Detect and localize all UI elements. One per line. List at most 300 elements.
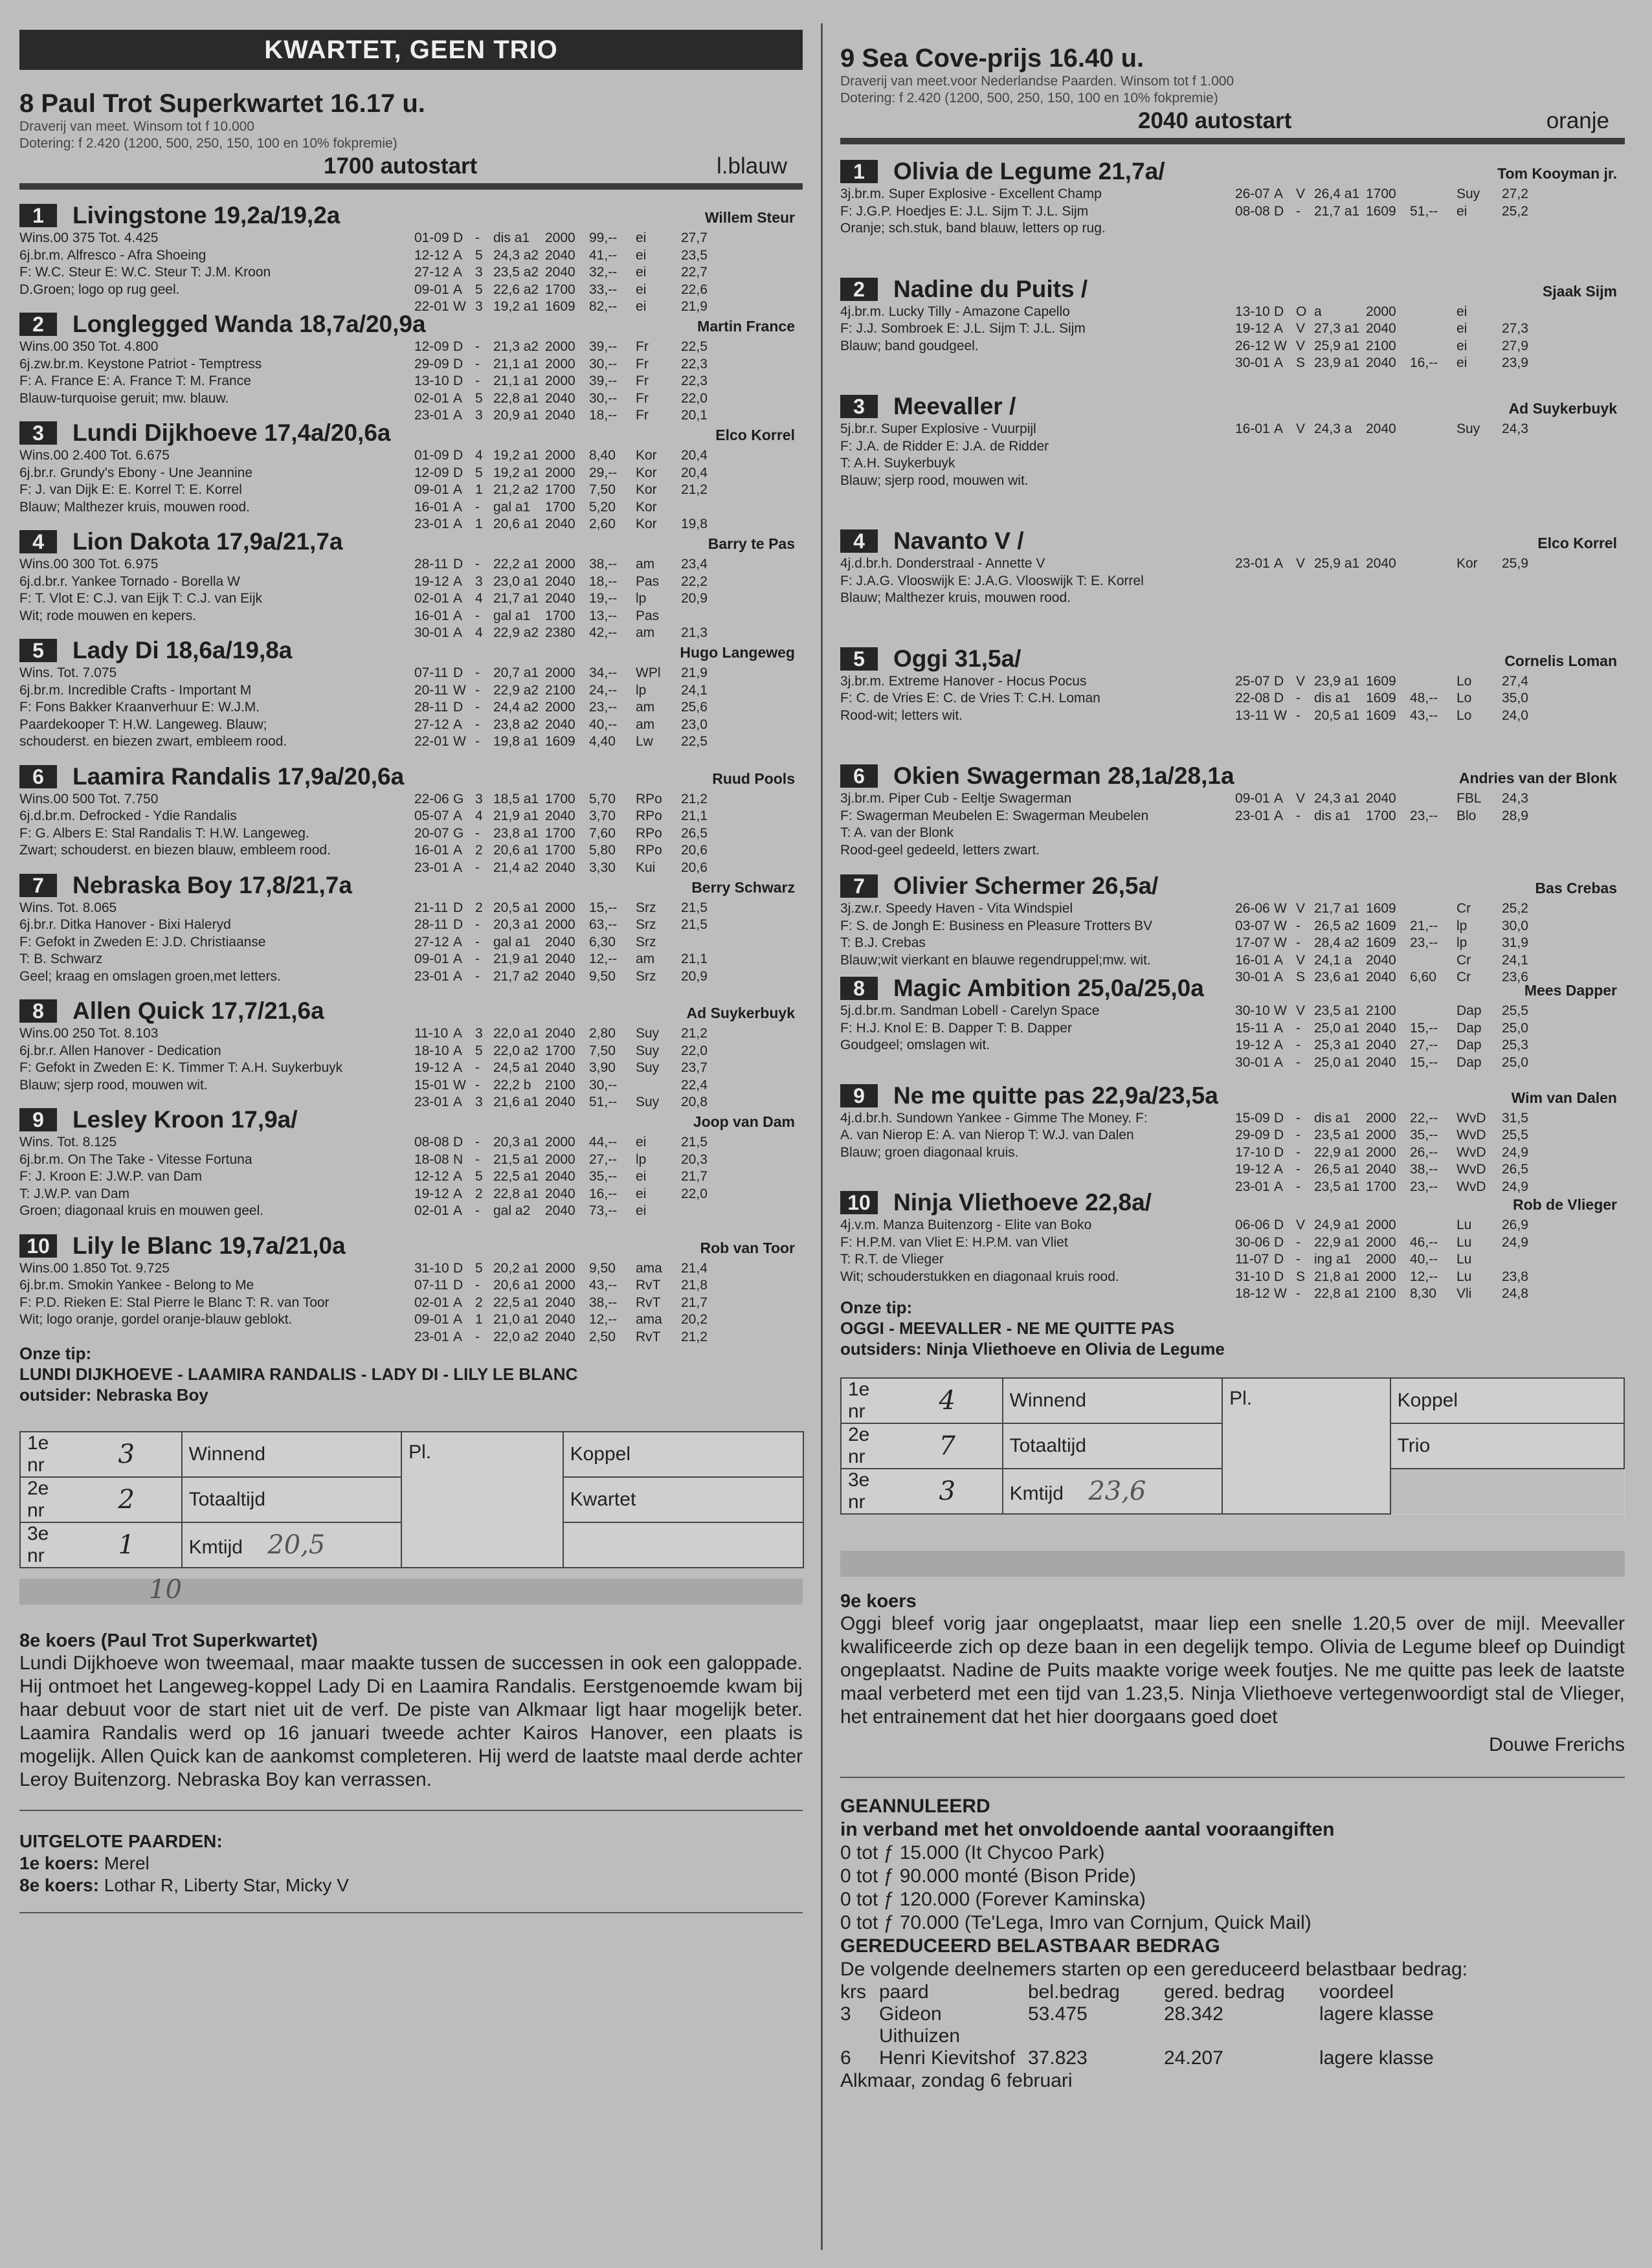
horse-number: 3 [19,421,57,445]
performance-cell: 1609 [1366,918,1396,933]
performance-cell: 20,6 [681,843,708,858]
horse-details [840,790,1625,859]
performance-cell [1502,304,1541,321]
winnend-label: Winnend [182,1432,401,1477]
performance-cell: 27,3 [1502,321,1528,336]
info-line: 6j.zw.br.m. Keystone Patriot - Temptress [19,356,262,372]
horse-number: 8 [19,999,57,1023]
performance-cell: 28,9 [1502,808,1528,823]
horse-number: 6 [19,765,57,788]
koppel-label: Koppel [563,1432,803,1477]
performance-cell: 22,8 a1 [493,390,539,406]
totaaltijd-label: Totaaltijd [182,1477,401,1522]
performance-cell: A [1274,1179,1284,1194]
horse-number: 5 [840,647,878,671]
results-table [19,1431,804,1568]
performance-cell: 26,5 a1 [1314,1162,1360,1177]
performance-cell: W [1274,918,1287,933]
performance-cell: A [1274,952,1284,968]
performance-cell: A [453,625,463,640]
performance-cell: 25,9 [1502,556,1528,571]
performance-cell: - [1296,1234,1300,1250]
performance-cell: 22,7 [681,265,708,280]
performance-cell: 27-12 [414,265,449,280]
performance-cell: A [453,390,463,406]
performance-cell: 15-09 [1235,1110,1270,1126]
performance-cell: 2040 [1366,1038,1396,1052]
performance-cell: - [475,1151,480,1167]
performance-row [414,390,720,408]
horse-header [19,1106,803,1134]
performance-cell: 30,0 [1502,918,1528,933]
performance-cell: 31-10 [414,1260,449,1276]
performance-cell: 31,9 [1502,935,1528,950]
info-line: Blauw; band goudgeel. [840,338,979,353]
performance-cell: 29-09 [414,356,449,372]
performance-cell: Suy [636,1060,660,1075]
tip-label: Onze tip: [840,1298,913,1317]
horse-list [19,201,803,1344]
performance-cell: 2000 [1366,1217,1396,1232]
performance-cell: A [453,1295,463,1310]
horse-info [840,421,1222,489]
handwritten-note: 10 [149,1574,182,1605]
info-line: Wit; rode mouwen en kepers. [19,608,197,623]
performance-cell: 24,1 [681,682,708,698]
performance-cell: 24,1 a [1314,952,1352,968]
performance-row [414,282,720,299]
info-line: 3j.br.m. Piper Cub - Eeltje Swagerman [840,791,1072,806]
performance-cell: 23,9 a1 [1314,673,1360,689]
empty-cell [1390,1469,1624,1514]
horse-entry [19,310,803,423]
performance-cell: 27,7 [681,230,708,245]
performance-cell: 22,5 [681,339,708,354]
horse-info [840,1110,1222,1162]
performance-cell: 19-12 [414,1060,449,1075]
table-cell: 24.207 [1164,2047,1223,2069]
left-column [19,30,803,1933]
performance-cell: 27-12 [414,717,449,732]
performance-row [1235,1217,1541,1234]
performance-cell: 2040 [545,717,575,732]
performance-row [414,1329,720,1346]
performance-cell: 20,6 [681,860,708,875]
performance-cell: 12-09 [414,339,449,354]
location-date: Alkmaar, zondag 6 februari [840,2070,1073,2091]
horse-name: Livingstone 19,2a/19,2a [73,202,340,228]
preview-title: 8e koers (Paul Trot Superkwartet) [19,1630,318,1651]
performance-cell: 03-07 [1235,918,1270,933]
horse-header [19,871,803,900]
performance-cell: 20,1 [681,408,708,423]
info-line: 4j.d.br.h. Sundown Yankee - Gimme The Money. F: [840,1110,1148,1126]
performance-cell: 2000 [545,356,575,372]
horse-entry [19,636,803,751]
performance-list [414,339,720,425]
horse-details [840,1003,1625,1070]
performance-cell: 1700 [545,791,575,806]
performance-cell: 41,-- [589,247,618,263]
performance-cell: 2040 [1366,970,1396,984]
performance-cell: Srz [636,934,656,950]
performance-cell: 30-01 [1235,970,1270,984]
performance-row [414,951,720,968]
performance-cell: 2000 [545,700,575,715]
performance-cell: 2040 [545,951,575,966]
driver-name: Ruud Pools [712,770,795,787]
performance-cell: 21,0 a1 [493,1312,539,1327]
performance-cell: A [453,1169,463,1184]
performance-cell: 26-12 [1235,338,1270,353]
info-line: 6j.br.r. Allen Hanover - Dedication [19,1043,221,1058]
performance-cell: D [453,448,463,463]
info-line: 6j.d.br.m. Defrocked - Ydie Randalis [19,808,237,823]
performance-cell: 16-01 [414,499,449,515]
performance-cell: 21,7 [681,1295,708,1310]
performance-cell: 1 [475,1312,483,1327]
driver-name: Martin France [697,318,795,335]
performance-cell: 5 [475,1260,483,1276]
performance-row [414,1168,720,1186]
performance-cell: 18,-- [589,408,618,423]
performance-cell: 20,3 a1 [493,1135,539,1150]
performance-cell: 15,-- [1410,1054,1438,1070]
performance-cell: 01-09 [414,230,449,245]
performance-cell: 21,3 [681,625,708,640]
performance-cell: 3,90 [589,1060,616,1075]
performance-cell: 25,5 [1502,1128,1528,1142]
horse-entry [19,201,803,314]
preview-text: Oggi bleef vorig jaar ongeplaatst, maar liep een snelle 1.20,5 over de mijl. Meevaller kwalificeerde zich op deze baan in een degelijk tempo. Olivia de Legume bleef op Duindigt ongeplaatst. Nadine de Puits maakte vorige week foutjes. Ne me quitte pas leek de laatste maal verbeterd met een tijd van 1.23,5. Ninja Vliethoeve vertegenwoordigt stal de Vlieger, het entrainement dat het hier doorgaans goed doet [840,1613,1625,1728]
performance-cell: 2000 [1366,1234,1396,1250]
performance-cell: 25,0 [1502,1054,1528,1070]
performance-cell: 21,7 a1 [493,591,539,606]
tip-picks: LUNDI DIJKHOEVE - LAAMIRA RANDALIS - LADY DI - LILY LE BLANC [19,1364,578,1384]
performance-cell: V [1296,321,1306,336]
performance-cell: 26,5 [1502,1162,1528,1177]
performance-cell: RPo [636,843,662,858]
performance-cell: 26,4 a1 [1314,186,1360,201]
performance-cell: - [475,499,480,515]
driver-name: Rob de Vlieger [1512,1196,1617,1213]
performance-cell: 23,5 a1 [1314,1003,1360,1018]
performance-cell: Dap [1457,1038,1482,1052]
table-cell: 3 [840,2003,851,2025]
performance-cell: A [453,951,463,966]
performance-cell: 27,-- [589,1151,618,1167]
performance-cell [1410,1003,1457,1020]
driver-name: Ad Suykerbuyk [1508,400,1617,417]
performance-row [1235,555,1541,573]
performance-cell: 23,6 [1502,970,1528,984]
performance-cell: 2040 [545,808,575,823]
performance-cell: 1700 [1366,808,1396,823]
performance-cell: D [1274,1269,1284,1284]
performance-cell: 2040 [545,934,575,950]
performance-cell: 2040 [1366,421,1396,436]
performance-cell: W [1274,707,1287,723]
performance-cell: Suy [636,1026,660,1041]
performance-row [414,373,720,390]
cancelled-line: 0 tot ƒ 70.000 (Te'Lega, Imro van Cornjum, Quick Mail) [840,1912,1312,1933]
performance-cell: 3 [475,1095,483,1109]
reduced-table [840,1981,1625,2069]
info-line: Wins. Tot. 8.125 [19,1135,117,1150]
performance-cell: 2040 [545,517,575,531]
performance-cell: - [475,356,480,372]
horse-info [19,665,401,751]
performance-cell: 24,9 [1502,1179,1528,1194]
horse-entry [840,1082,1625,1194]
performance-cell: 2000 [545,465,575,480]
performance-cell: 2040 [545,390,575,406]
performance-cell: 24,-- [589,682,618,698]
performance-cell: 2040 [545,1186,575,1201]
performance-row [414,339,720,356]
performance-cell: 2000 [545,230,575,245]
performance-cell: 99,-- [589,230,618,245]
horse-details [19,1260,803,1344]
horse-name: Lesley Kroon 17,9a/ [73,1106,298,1133]
driver-name: Elco Korrel [715,427,795,443]
info-line: 6j.br.m. On The Take - Vitesse Fortuna [19,1151,252,1167]
performance-cell [681,608,720,625]
performance-row [414,608,720,625]
performance-cell: WvD [1457,1110,1486,1126]
horse-info [19,1025,401,1094]
horse-header [840,974,1625,1003]
performance-cell: W [1274,1286,1287,1301]
table-cell: 28.342 [1164,2003,1223,2025]
performance-cell: 11-10 [414,1026,449,1041]
performance-cell: S [1296,355,1306,370]
table-cell: lagere klasse [1319,2003,1434,2025]
performance-cell: 42,-- [589,625,618,640]
preview-title: 9e koers [840,1591,917,1612]
performance-cell: - [475,1135,480,1150]
horse-details [19,556,803,640]
race-title: 9 Sea Cove-prijs 16.40 u. [840,44,1144,72]
horse-info [19,556,401,625]
tip-outsider: Nebraska Boy [96,1384,208,1405]
performance-cell: ama [636,1260,662,1276]
performance-cell: Kor [1457,556,1478,571]
performance-cell: Lu [1457,1252,1472,1267]
info-line: Rood-geel gedeeld, letters zwart. [840,842,1040,858]
performance-cell: - [475,1077,480,1093]
performance-cell: - [1296,918,1300,933]
performance-row [1235,1054,1541,1072]
performance-cell: Fr [636,339,649,354]
performance-cell: 20,9 [681,591,708,606]
performance-cell: Fr [636,408,649,423]
performance-cell: 4 [475,808,483,823]
info-line: Wit; schouderstukken en diagonaal kruis rood. [840,1269,1119,1284]
performance-row [414,1043,720,1060]
performance-cell: A [453,1095,463,1109]
performance-cell: lp [636,591,647,606]
performance-cell: 5 [475,247,483,263]
performance-cell: 16,-- [589,1186,618,1201]
performance-row [414,264,720,282]
handwritten-1st: 3 [72,1432,182,1477]
horse-entry [840,974,1625,1070]
performance-cell: 23,7 [681,1060,708,1075]
horse-header [19,762,803,791]
horse-entry [840,392,1625,489]
performance-cell: D [453,230,463,245]
performance-cell: 2100 [545,682,575,698]
performance-cell: 23-01 [414,1329,449,1344]
performance-cell: D [453,339,463,354]
performance-cell: - [475,682,480,698]
performance-cell: 21,9 a1 [493,808,539,823]
performance-row [1235,304,1541,321]
performance-cell: 2000 [545,339,575,354]
performance-cell: 21,1 a1 [493,356,539,372]
col-header: krs [840,1981,866,2003]
performance-cell: 15-11 [1235,1020,1269,1036]
performance-cell: - [475,825,480,841]
horse-header [19,310,803,339]
performance-cell: 1609 [1366,203,1396,219]
horse-number: 5 [19,639,57,662]
performance-cell: A [453,860,463,875]
performance-cell: 51,-- [589,1095,618,1109]
performance-row [414,717,720,734]
horse-number: 9 [19,1108,57,1131]
performance-cell: 2040 [545,1169,575,1184]
performance-row [414,934,720,951]
performance-cell: 24,9 a1 [1314,1217,1360,1232]
info-line: F: C. de Vries E: C. de Vries T: C.H. Loman [840,691,1100,706]
performance-cell: 20,9 a1 [493,408,539,423]
performance-cell: W [1274,1003,1287,1018]
performance-cell: 2040 [545,1026,575,1041]
performance-cell: 23,8 a1 [493,825,539,841]
horse-entry [840,275,1625,370]
performance-cell: 26,5 a2 [1314,918,1360,933]
performance-cell: ei [1457,203,1468,219]
performance-cell: D [453,1135,463,1150]
performance-cell: 21,9 [681,665,708,680]
horse-name: Lundi Dijkhoeve 17,4a/20,6a [73,419,391,446]
horse-name: Okien Swagerman 28,1a/28,1a [893,762,1234,789]
performance-row [414,917,720,934]
horse-details [840,186,1625,238]
performance-cell: D [1274,304,1284,319]
performance-cell: 15-01 [414,1077,449,1093]
performance-cell: 22-08 [1235,691,1270,706]
performance-cell: 25,0 [1502,1020,1528,1036]
start-type: 1700 autostart [324,153,478,179]
performance-cell: 20,6 a1 [493,843,539,858]
row-label: 1e nr [20,1432,72,1477]
performance-cell: 22,6 a2 [493,282,539,297]
performance-cell: V [1296,673,1306,689]
info-line: F: P.D. Rieken E: Stal Pierre le Blanc T: R. van Toor [19,1295,329,1310]
kmtijd-label: Kmtijd [188,1536,243,1558]
performance-cell: ei [636,265,647,280]
performance-cell: 20,3 [681,1151,708,1167]
info-line: F: T. Vlot E: C.J. van Eijk T: C.J. van Eijk [19,591,263,606]
performance-cell: 02-01 [414,1295,449,1310]
performance-cell: 30-01 [1235,1054,1270,1070]
performance-cell: - [475,608,480,623]
performance-cell: - [1296,1286,1300,1301]
performance-cell: 05-07 [414,808,449,823]
performance-cell: 19-12 [414,1186,449,1201]
performance-cell: 21,-- [1410,918,1438,933]
performance-cell: 30-01 [1235,355,1270,370]
performance-row [1235,186,1541,203]
performance-cell: 22-06 [414,791,449,806]
performance-cell: 15,-- [589,900,618,915]
info-line: 3j.br.m. Super Explosive - Excellent Champ [840,186,1102,201]
performance-cell: 2 [475,1186,483,1201]
performance-row [1235,1110,1541,1128]
performance-cell: D [453,900,463,915]
performance-cell: V [1296,952,1306,968]
performance-cell: - [1296,1054,1300,1070]
horse-info [19,230,401,298]
performance-cell: A [453,1043,463,1058]
performance-cell: 12,-- [589,1312,618,1327]
performance-list [1235,1003,1541,1071]
info-line: F: J.G.P. Hoedjes E: J.L. Sijm T: J.L. Sijm [840,203,1089,219]
horse-details [19,791,803,875]
performance-cell: 2100 [1366,1286,1396,1301]
performance-cell: 17-07 [1235,935,1270,950]
performance-cell: Cr [1457,970,1471,984]
performance-cell: 1609 [1366,707,1396,723]
info-line: F: G. Albers E: Stal Randalis T: H.W. Langeweg. [19,825,309,841]
performance-row [1235,952,1541,970]
performance-row [1235,808,1541,825]
performance-cell: 25,9 a1 [1314,338,1360,353]
driver-name: Berry Schwarz [691,878,795,896]
performance-cell: A [453,934,463,950]
performance-cell [1410,186,1457,203]
performance-cell: 23,-- [1410,808,1438,823]
performance-row [414,1260,720,1278]
performance-cell: 12-12 [414,1169,449,1184]
totaaltijd-label: Totaaltijd [1003,1423,1223,1469]
performance-cell: 2000 [545,917,575,932]
performance-cell: W [1274,338,1287,353]
performance-cell: 21,5 [681,917,708,932]
place-cell: Pl. [401,1432,563,1568]
performance-cell: - [1296,1128,1300,1142]
performance-cell: 02-01 [414,591,449,606]
performance-cell: lp [1457,935,1468,950]
performance-cell: 22,8 a1 [493,1186,539,1201]
performance-row [1235,673,1541,691]
info-line: F: Gefokt in Zweden E: K. Timmer T: A.H. Suykerbuyk [19,1060,343,1075]
performance-cell: 2000 [1366,1110,1396,1126]
performance-cell: 7,60 [589,825,616,841]
horse-entry [840,645,1625,725]
performance-cell: D [1274,1234,1284,1250]
performance-cell: 23-01 [414,1095,449,1109]
col-header: voordeel [1319,1981,1394,2003]
performance-cell: lp [636,1151,647,1167]
performance-cell: 2040 [545,968,575,984]
performance-cell: - [1296,1110,1300,1126]
performance-cell: 51,-- [1410,203,1438,219]
performance-cell: 22,3 [681,356,708,372]
